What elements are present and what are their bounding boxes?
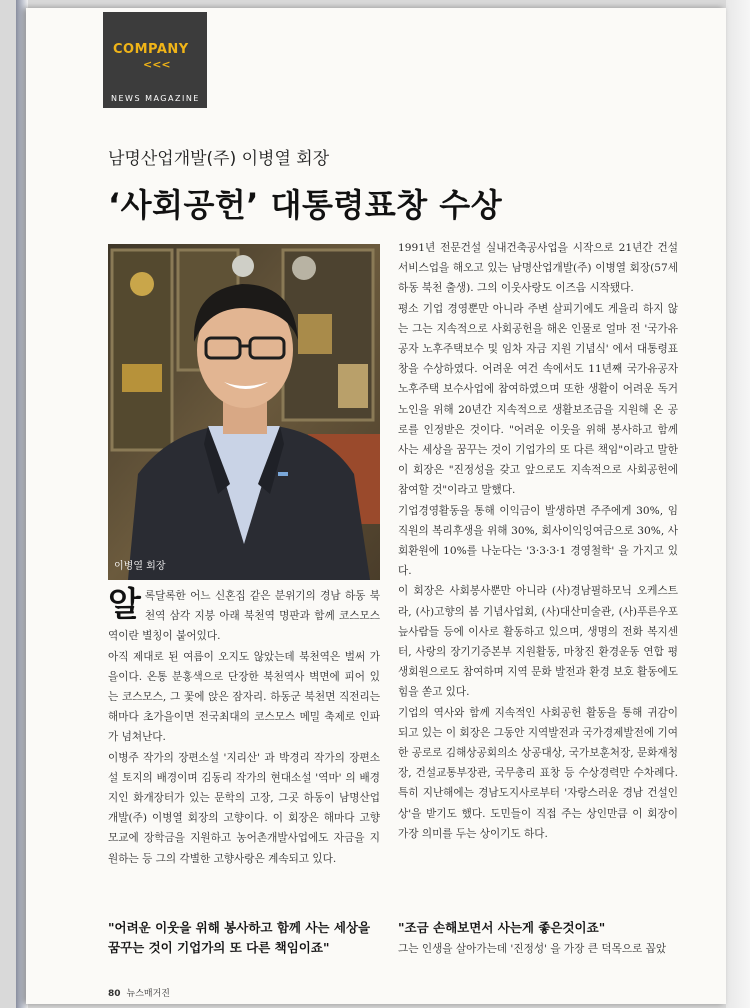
paragraph: 아직 제대로 된 여름이 오지도 않았는데 북천역은 벌써 가을이다. 온통 분홍색으로 단장한 북천역사 벽면에 피어 있는 코스모스, 그 꽃에 앉은 잠자리. 하동군 북천면 직전리는 해마다 초가을이면 전국최대의 코스모스 메밀 축제로 인파가 넘쳐난다. [108,650,380,744]
arrows-icon: <<< [143,58,171,71]
paragraph: 이 회장은 사회봉사뿐만 아니라 (사)경남필하모닉 오케스트라, (사)고향의 봄 기념사업회, (사)대산미술관, (사)푸른우포늪사람들 등에 이사로 활동하고 있으며, 생명의 전화 복지센터, 사랑의 장기기증본부 지원활동, 마창진 환경운동 연합 평생회원으로도 참여하며 지역 문화 발전과 환경 보호 활동에도 힘을 쏟고 있다. [398,585,678,699]
left-column [108,586,380,869]
pull-quote: "어려운 이웃을 위해 봉사하고 함께 사는 세상을 꿈꾸는 것이 기업가의 또 다른 책임이죠" [108,920,371,955]
paragraph: 기업경영활동을 통해 이익금이 발생하면 주주에게 30%, 임직원의 복리후생을 위해 30%, 회사이익잉여금으로 30%, 사회환원에 10%를 나눈다는 '3·3·3·1 경영철학' 을 가지고 있다. [398,504,678,578]
article-headline: ‘사회공헌’ 대통령표창 수상 [108,186,503,224]
page-edge [726,0,750,1008]
dropcap: 알 [108,585,141,625]
section-heading: "조금 손해보면서 사는게 좋은것이죠" [398,920,606,935]
portrait-photo [108,244,380,580]
photo-caption: 이병열 회장 [114,561,166,572]
section-text: 그는 인생을 살아가는데 '진정성' 을 가장 큰 덕목으로 꼽았 [398,943,667,955]
paragraph: 알록달록한 어느 신혼집 같은 분위기의 경남 하동 북천역 삼각 지붕 아래 북천역 명판과 함께 코스모스역이란 별칭이 붙어있다. [108,585,380,643]
paragraph: 이병주 작가의 장편소설 '지리산' 과 박경리 작가의 장편소설 토지의 배경이며 김동리 작가의 현대소설 '역마' 의 배경지인 화개장터가 있는 문학의 고장, 그곳 하동이 남명산업개발(주) 이병열 회장의 고향이다. 이 회장은 해마다 고향 모교에 장학금을 지원하고 농어촌개발사업에도 자금을 지원하는 등 그의 각별한 고향사랑은 계속되고 있다. [108,751,380,865]
right-column [398,238,678,844]
section-label: COMPANY [113,42,189,57]
magazine-page [26,8,726,1004]
paragraph: 1991년 전문건설 실내건축공사업을 시작으로 21년간 건설 서비스업을 해오고 있는 남명산업개발(주) 이병열 회장(57세 하동 북천 출생). 그의 이웃사랑도 이즈음 시작됐다. [398,242,678,295]
page-number: 80 [108,989,121,999]
article-subtitle: 남명산업개발(주) 이병열 회장 [108,149,330,169]
magazine-name: 뉴스매거진 [126,989,171,999]
magazine-label: NEWS MAGAZINE [111,94,200,103]
page-footer [108,986,170,999]
section-badge [103,12,207,108]
paragraph: 평소 기업 경영뿐만 아니라 주변 살피기에도 게을리 하지 않는 그는 지속적으로 사회공헌을 해온 인물로 얼마 전 '국가유공자 노후주택보수 및 임차 자금 지원 기념식' 에서 대통령표창을 수상하였다. 어려운 여건 속에서도 11년째 국가유공자 노후주택 보수사업에 참여하였으며 또한 생활이 어려운 독거노인을 위해 20년간 지속적으로 생활보조금을 지원해 온 공로를 인정받은 것이다. "어려운 이웃을 위해 봉사하고 함께 사는 세상을 꿈꾸는 것이 기업가의 또 다른 책임"이라고 말한 이 회장은 "진정성을 갖고 앞으로도 지속적으로 사회공헌에 참여할 것"이라고 말했다. [398,302,678,497]
portrait-illustration [108,244,380,580]
paragraph: 기업의 역사와 함께 지속적인 사회공헌 활동을 통해 귀감이 되고 있는 이 회장은 그동안 지역발전과 국가경제발전에 기여한 공로로 김해상공회의소 상공대상, 국가보훈처장, 문화재청장, 건설교통부장관, 국무총리 표창 등 수상경력만 수차례다. 특히 지난해에는 경남도지사로부터 '자랑스러운 경남 건설인상'을 받기도 했다. 도민들이 직접 주는 상인만큼 이 회장이 가장 의미를 두는 상이기도 하다. [398,706,678,840]
